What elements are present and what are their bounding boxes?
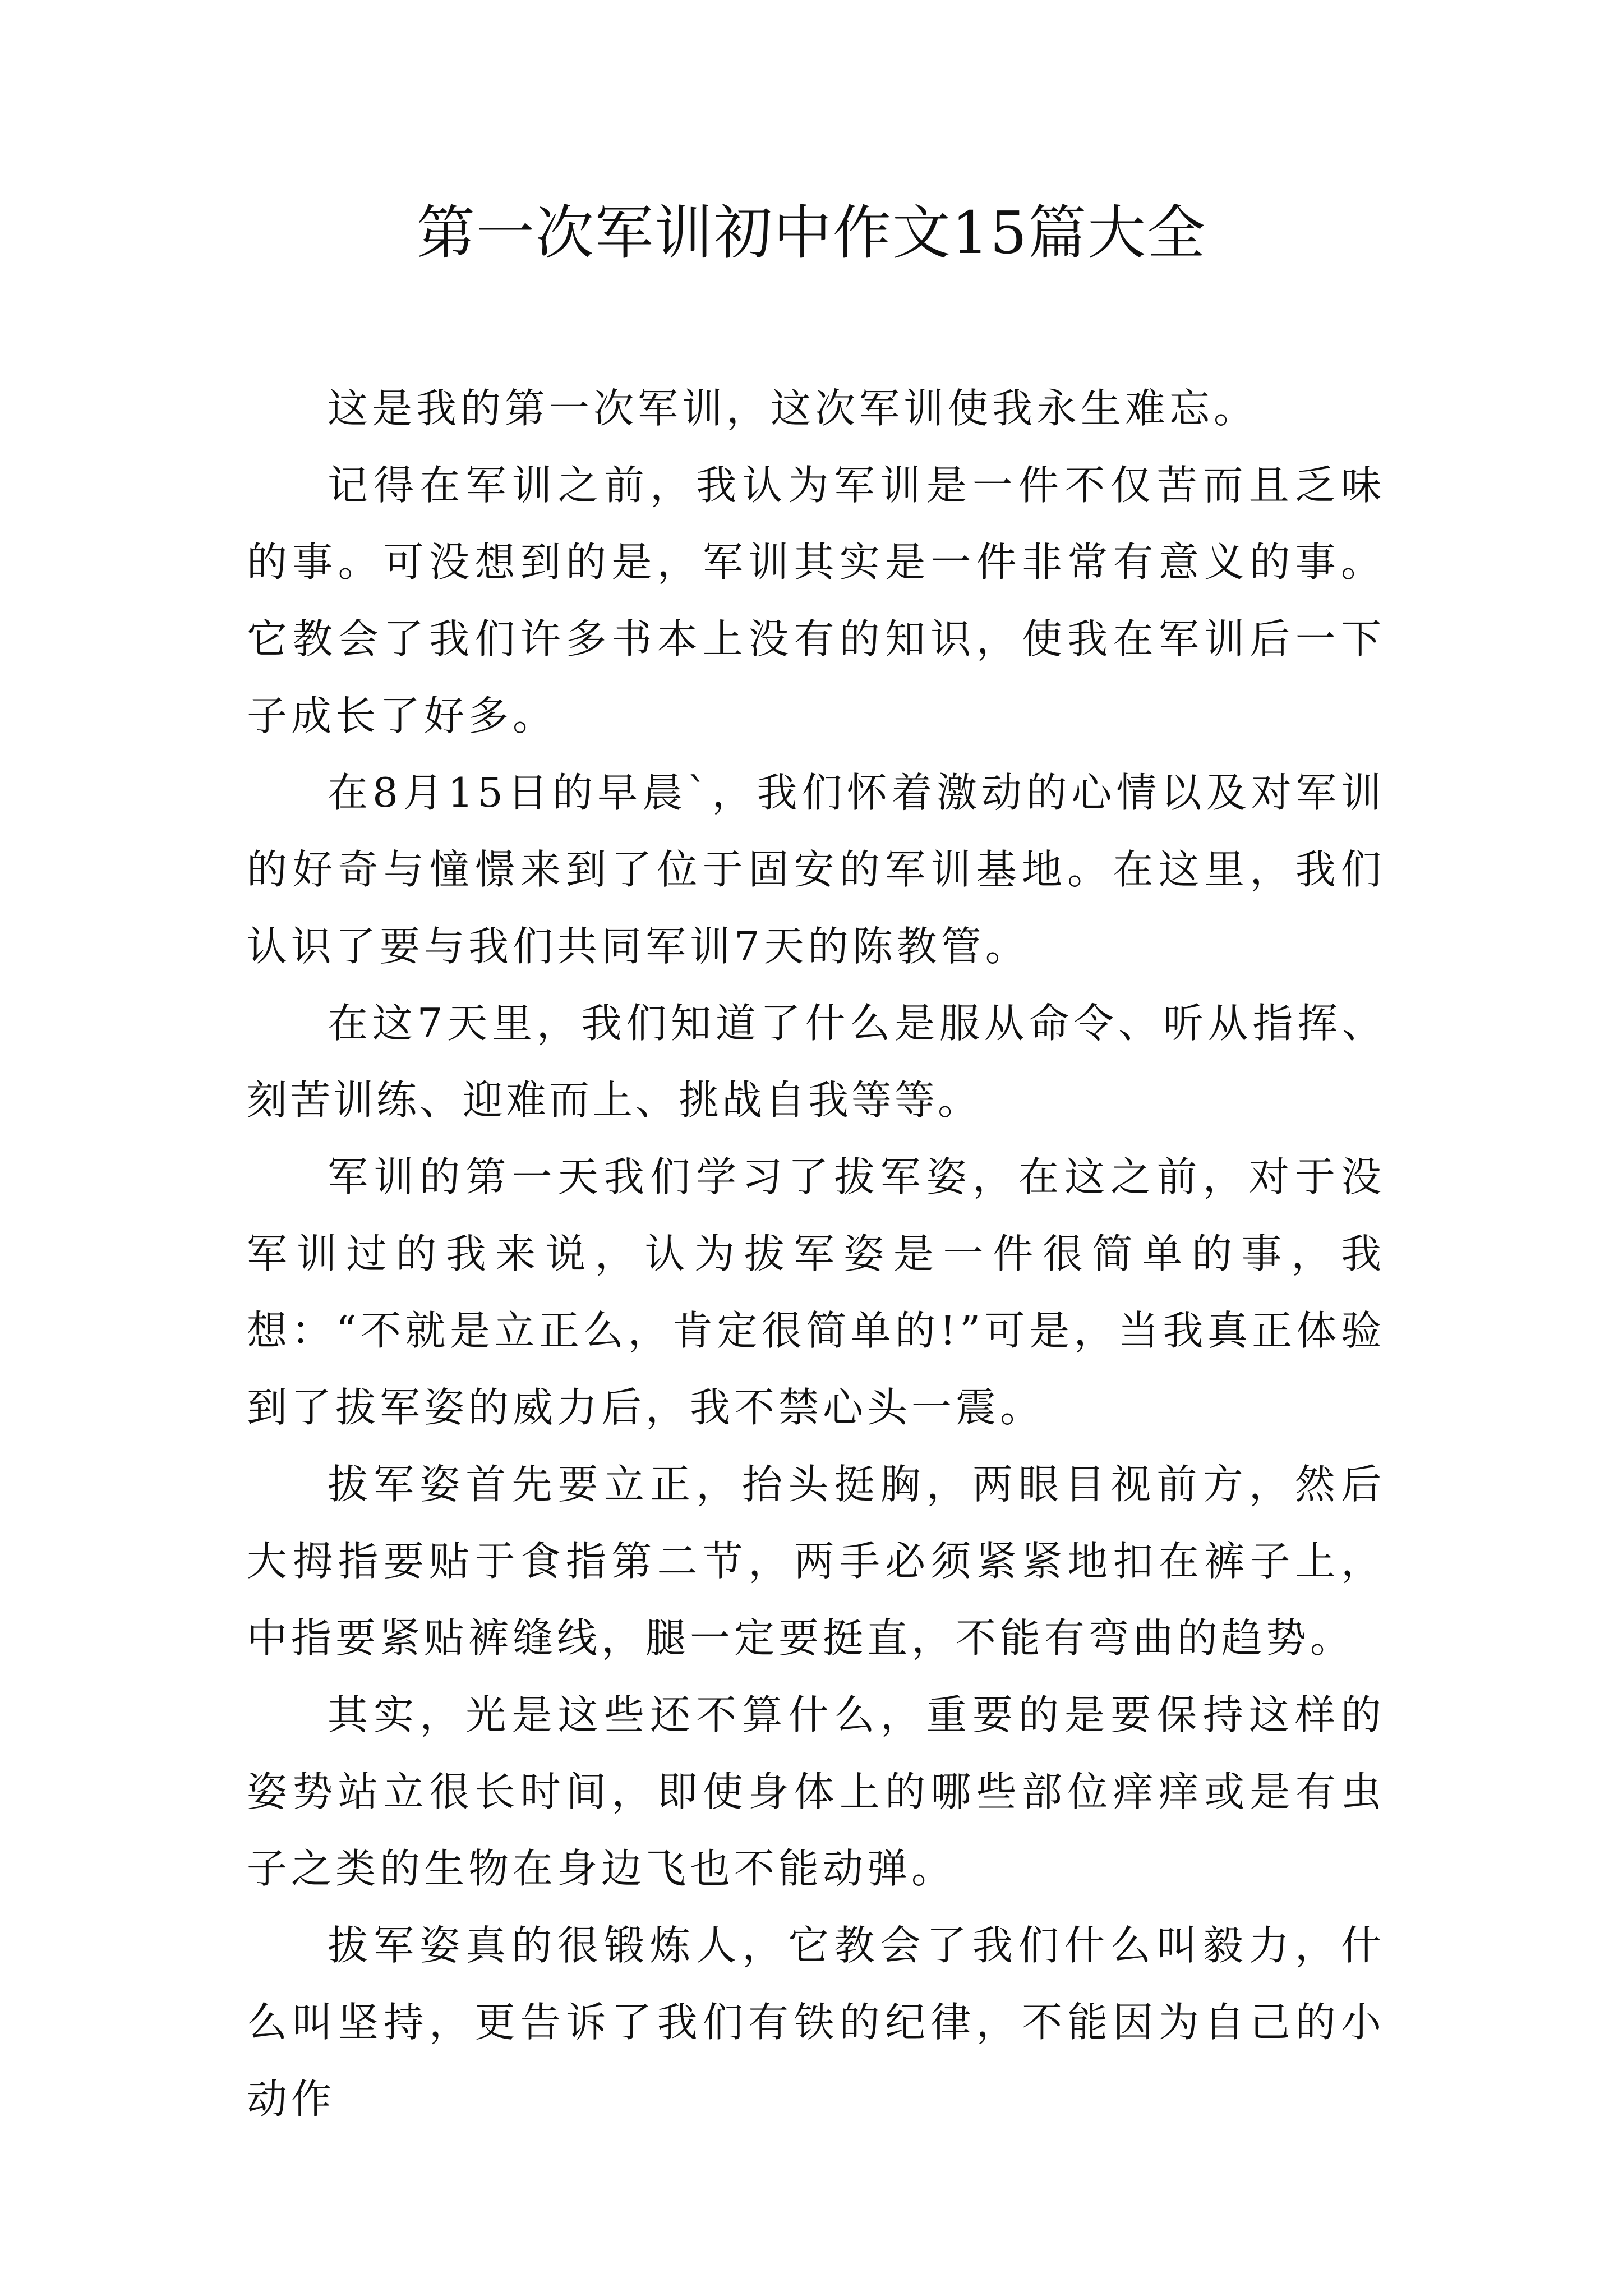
paragraph-2: 记得在军训之前，我认为军训是一件不仅苦而且乏味的事。可没想到的是，军训其实是一件非常有意义的事。它教会了我们许多书本上没有的知识，使我在军训后一下子成长了好多。 [247,462,1385,739]
paragraph-1: 这是我的第一次军训，这次军训使我永生难忘。 [328,385,1258,432]
paragraph-5: 军训的第一天我们学习了拔军姿，在这之前，对于没军训过的我来说，认为拔军姿是一件很简单的事，我想：“不就是立正么，肯定很简单的!”可是，当我真正体验到了拔军姿的威力后，我不禁心头一震。 [247,1153,1385,1431]
document-body [247,370,1385,2138]
paragraph-8: 拔军姿真的很锻炼人，它教会了我们什么叫毅力，什么叫坚持，更告诉了我们有铁的纪律，不能因为自己的小动作 [247,1922,1385,2123]
document-title: 第一次军训初中作文15篇大全 [416,199,1207,267]
paragraph-3: 在8月15日的早晨`，我们怀着激动的心情以及对军训的好奇与憧憬来到了位于固安的军训基地。在这里，我们认识了要与我们共同军训7天的陈教管。 [247,769,1385,970]
paragraph-7: 其实，光是这些还不算什么，重要的是要保持这样的姿势站立很长时间，即使身体上的哪些部位痒痒或是有虫子之类的生物在身边飞也不能动弹。 [247,1691,1385,1892]
paragraph-6: 拔军姿首先要立正，抬头挺胸，两眼目视前方，然后大拇指要贴于食指第二节，两手必须紧紧地扣在裤子上，中指要紧贴裤缝线，腿一定要挺直，不能有弯曲的趋势。 [247,1461,1385,1662]
paragraph-4: 在这7天里，我们知道了什么是服从命令、听从指挥、刻苦训练、迎难而上、挑战自我等等。 [247,1000,1385,1124]
